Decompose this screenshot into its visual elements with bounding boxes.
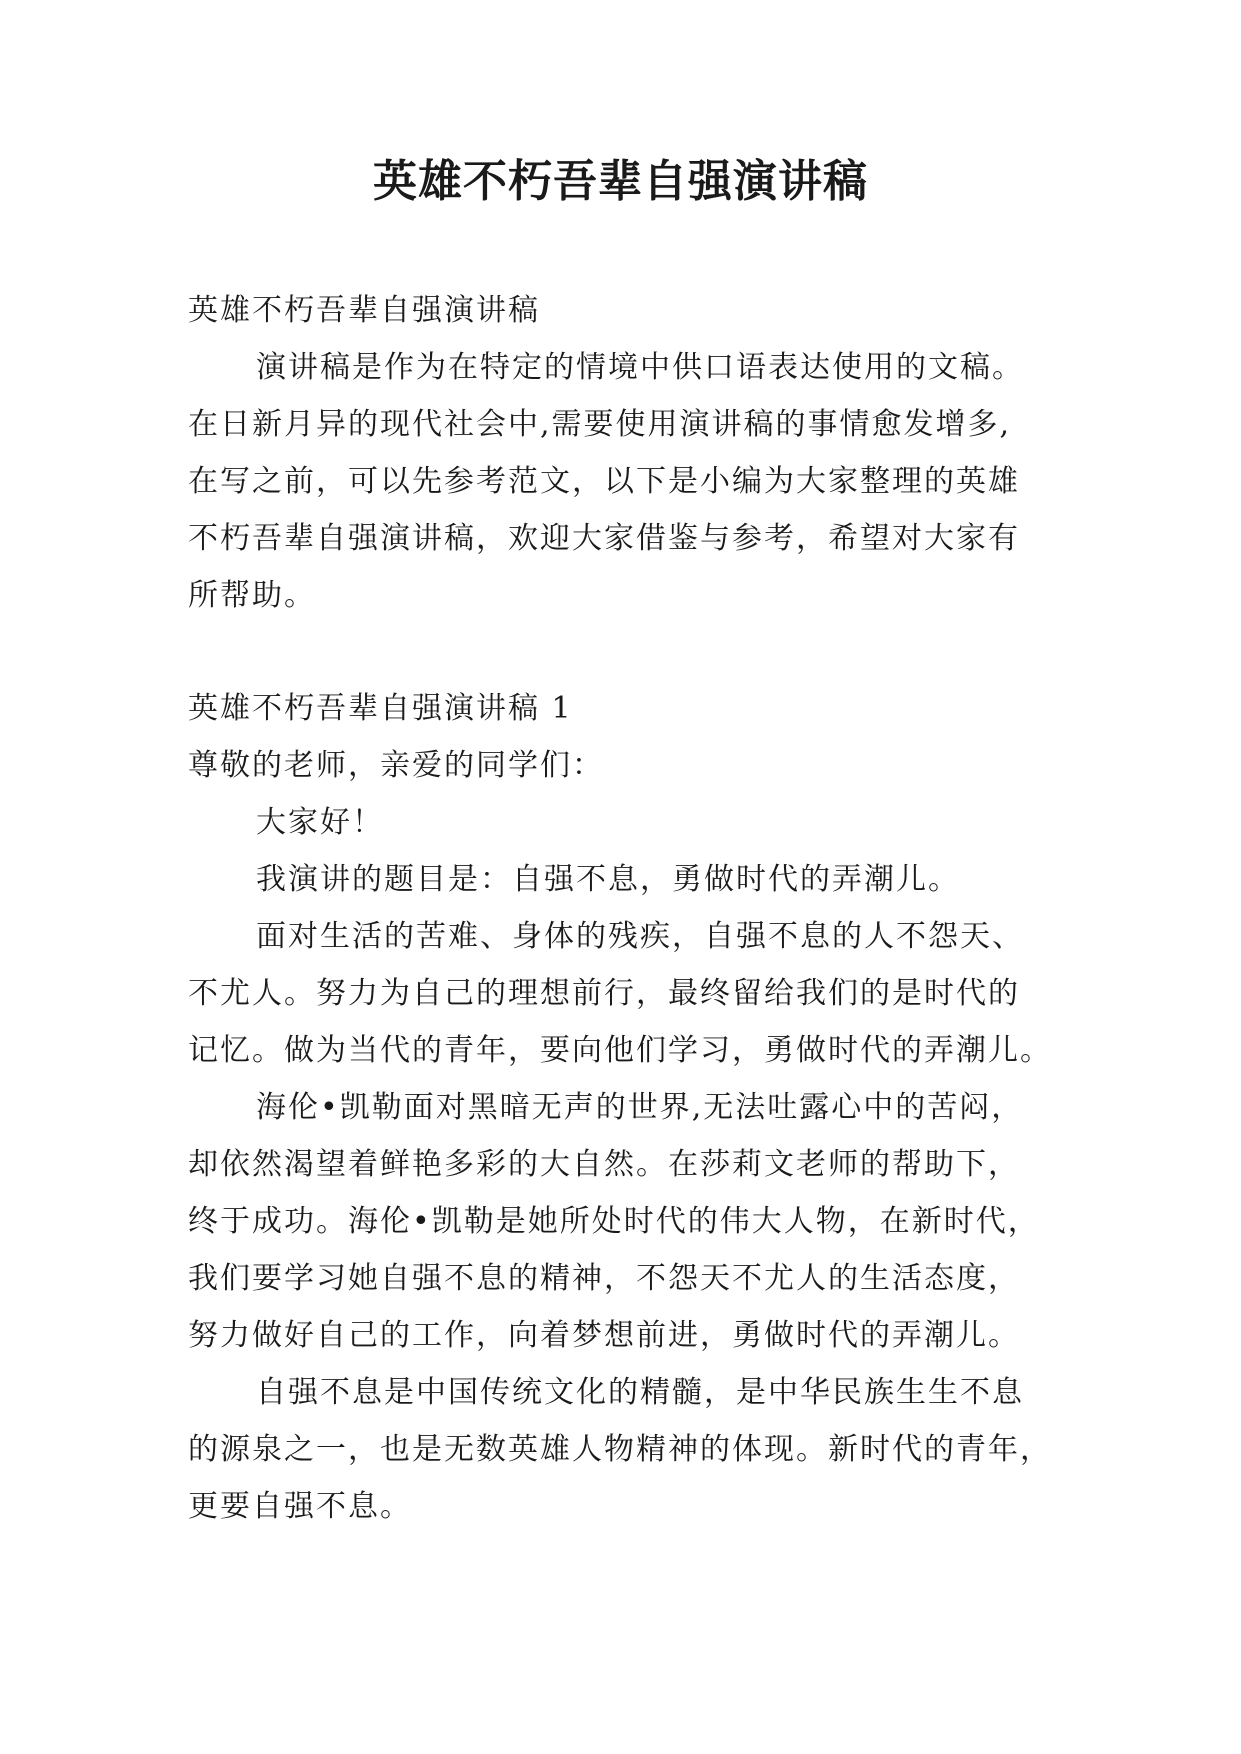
body-line: 不尤人。努力为自己的理想前行，最终留给我们的是时代的 bbox=[188, 976, 1020, 1011]
document-body bbox=[188, 282, 1068, 1535]
salutation: 尊敬的老师，亲爱的同学们： bbox=[188, 748, 604, 783]
body-line: 的源泉之一，也是无数英雄人物精神的体现。新时代的青年， bbox=[188, 1432, 1052, 1467]
body-line: 自强不息是中国传统文化的精髓，是中华民族生生不息 bbox=[256, 1375, 1024, 1410]
body-line: 却依然渴望着鲜艳多彩的大自然。在莎莉文老师的帮助下， bbox=[188, 1147, 1020, 1182]
body-line: 我们要学习她自强不息的精神，不怨天不尤人的生活态度， bbox=[188, 1261, 1020, 1296]
greeting: 大家好！ bbox=[256, 805, 384, 840]
speech-topic: 我演讲的题目是：自强不息，勇做时代的弄潮儿。 bbox=[256, 862, 960, 897]
document-title: 英雄不朽吾辈自强演讲稿 bbox=[373, 156, 868, 207]
body-line: 终于成功。海伦•凯勒是她所处时代的伟大人物，在新时代， bbox=[188, 1204, 1040, 1239]
body-line: 面对生活的苦难、身体的残疾，自强不息的人不怨天、 bbox=[256, 919, 1024, 954]
body-line: 所帮助。 bbox=[188, 578, 316, 613]
body-line: 在日新月异的现代社会中,需要使用演讲稿的事情愈发增多, bbox=[188, 407, 1012, 442]
body-line: 记忆。做为当代的青年，要向他们学习，勇做时代的弄潮儿。 bbox=[188, 1033, 1052, 1068]
body-line: 英雄不朽吾辈自强演讲稿 bbox=[188, 293, 540, 328]
body-line: 努力做好自己的工作，向着梦想前进，勇做时代的弄潮儿。 bbox=[188, 1318, 1020, 1353]
body-line: 在写之前，可以先参考范文，以下是小编为大家整理的英雄 bbox=[188, 464, 1020, 499]
body-line: 海伦•凯勒面对黑暗无声的世界,无法吐露心中的苦闷， bbox=[256, 1090, 1024, 1125]
body-line: 演讲稿是作为在特定的情境中供口语表达使用的文稿。 bbox=[256, 350, 1024, 385]
section-heading: 英雄不朽吾辈自强演讲稿 1 bbox=[188, 691, 573, 726]
paragraph-spacer bbox=[188, 624, 1068, 680]
body-line: 不朽吾辈自强演讲稿，欢迎大家借鉴与参考，希望对大家有 bbox=[188, 521, 1020, 556]
body-line: 更要自强不息。 bbox=[188, 1489, 412, 1524]
